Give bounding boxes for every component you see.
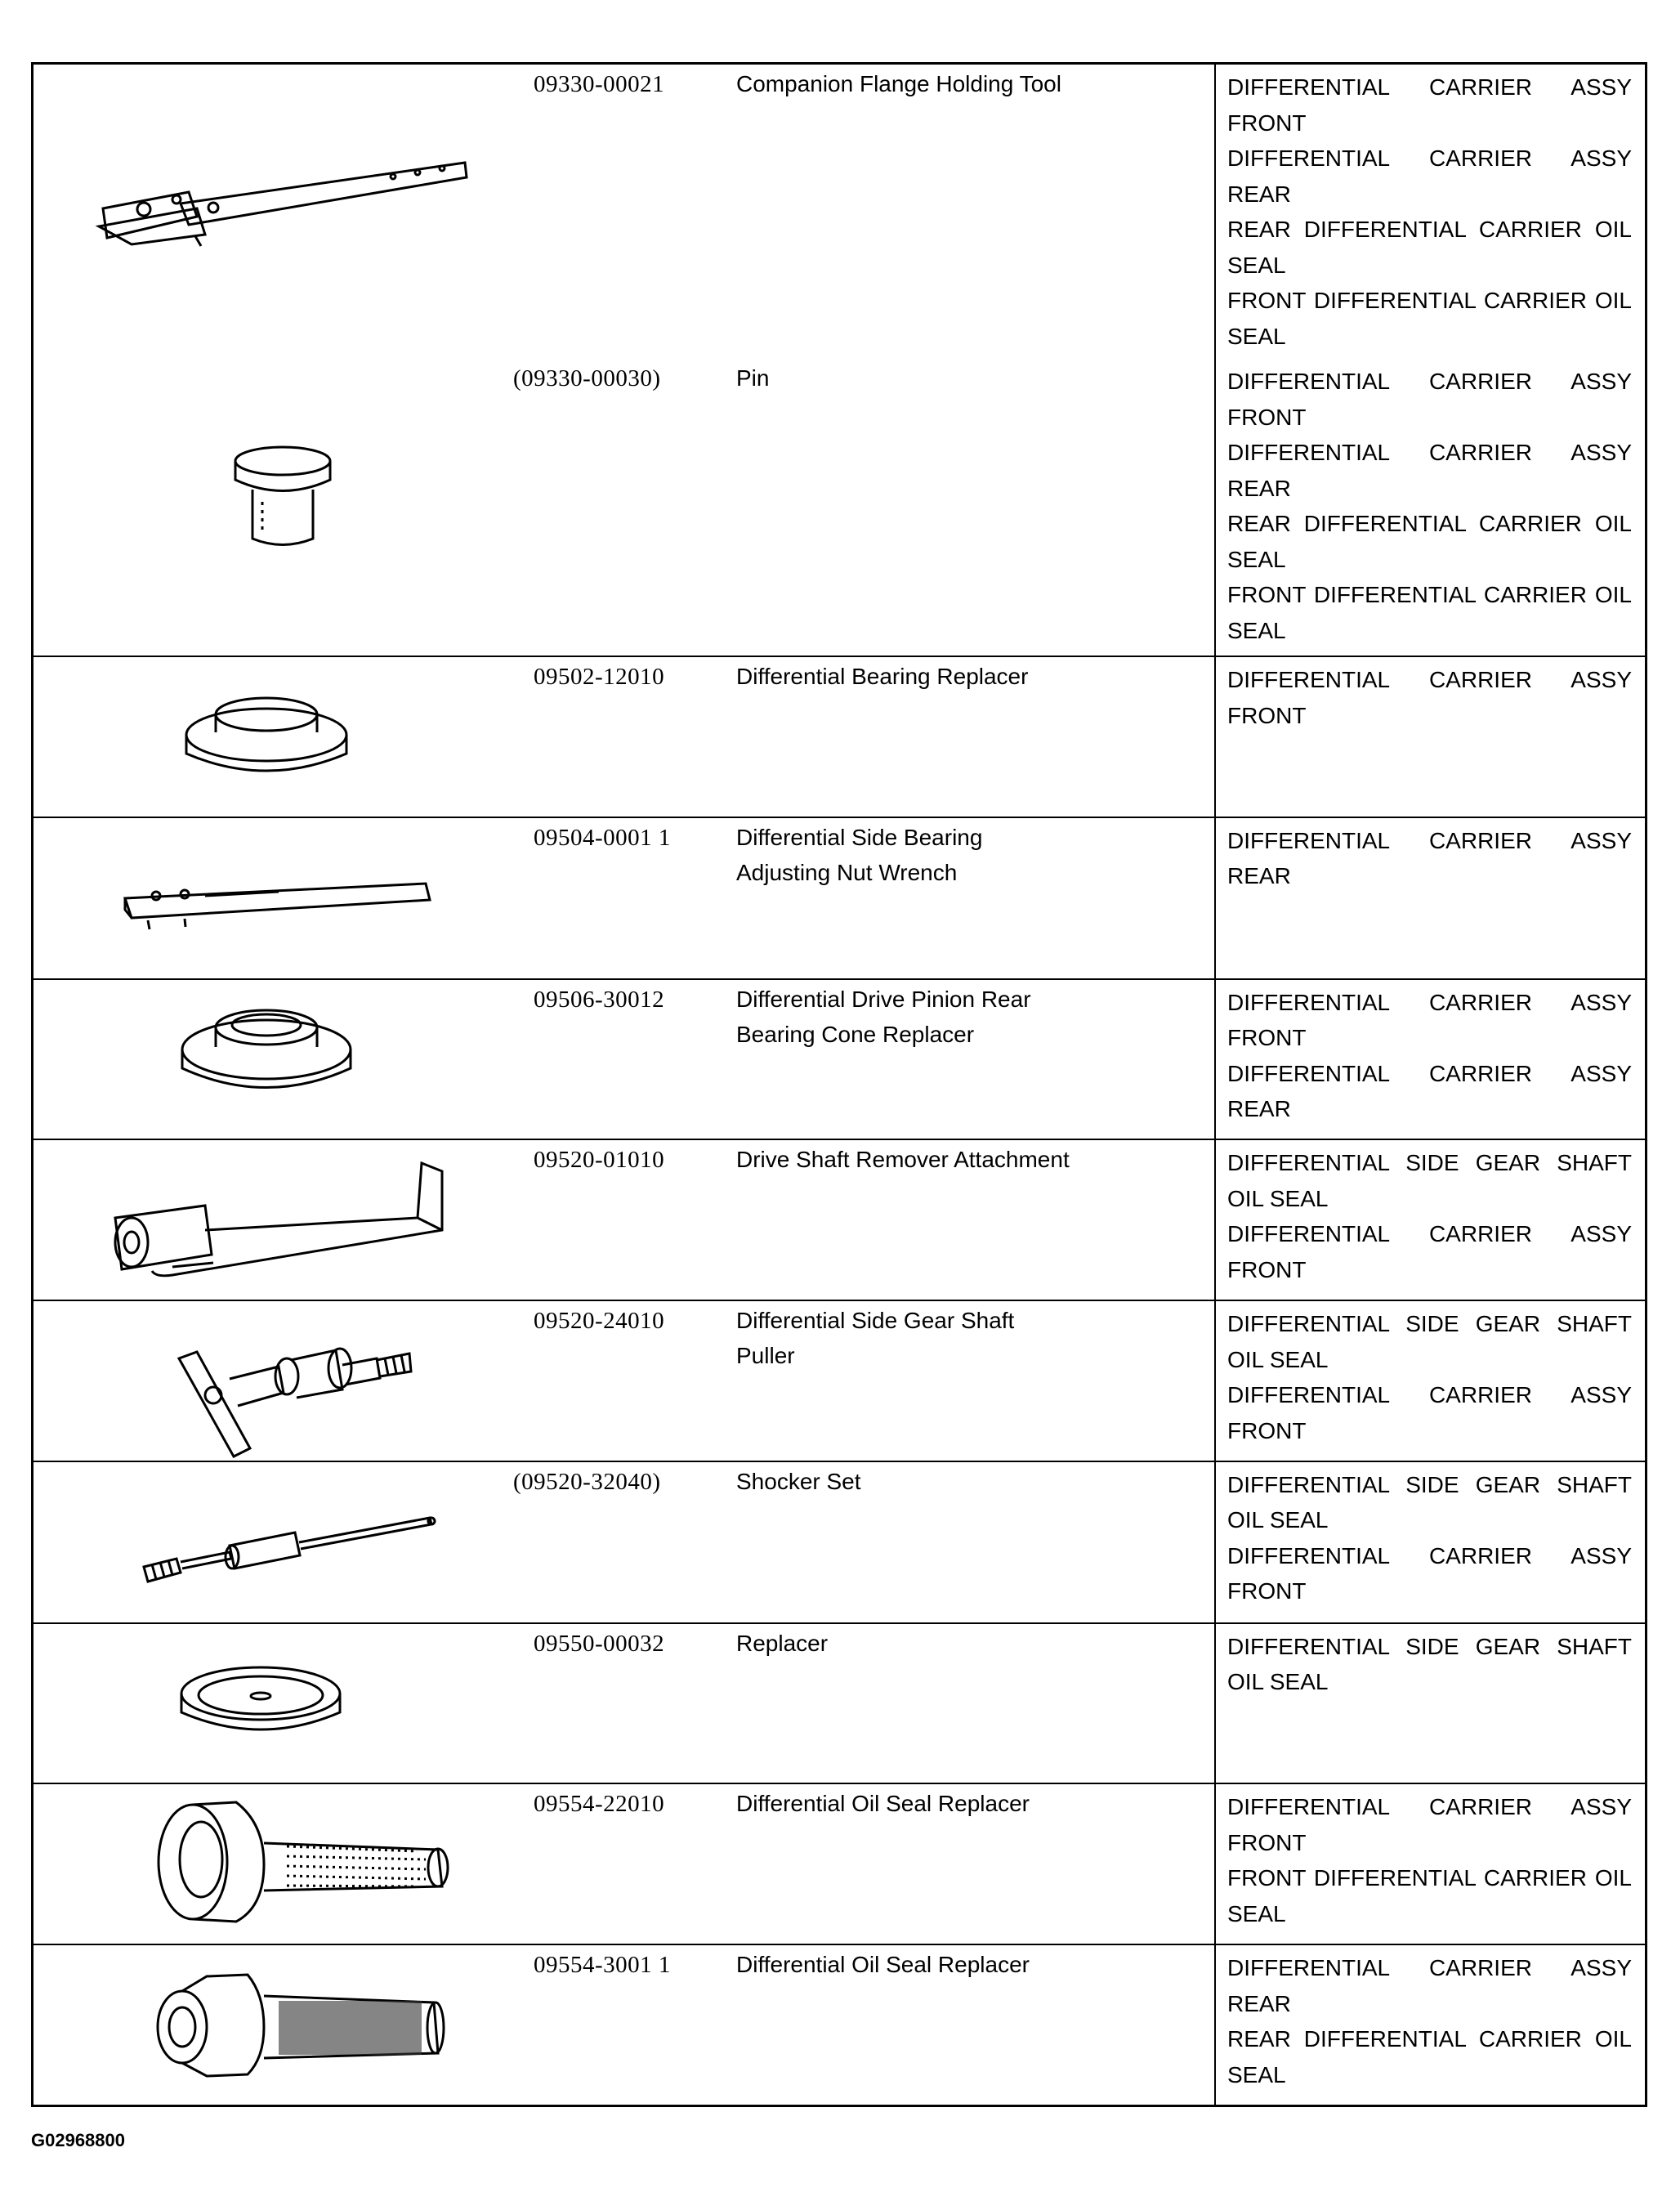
tool-description: Differential Oil Seal Replacer [736, 1952, 1030, 1978]
oil-seal-replacer-icon [34, 1784, 487, 1946]
application-cell: DIFFERENTIAL SIDE GEAR SHAFT OIL SEAL DIFFERENTIAL CARRIER ASSY FRONT [1227, 1311, 1632, 1443]
tool-info-cell [487, 1462, 1216, 1622]
application-cell: DIFFERENTIAL CARRIER ASSY FRONT DIFFERENTIAL CARRIER ASSY REAR REAR DIFFERENTIAL CARRIER OIL SEAL FRONT DIFFERENTIAL CARRIER OIL SEAL DIFFERENTIAL CARRIER ASSY FRONT DIFFERENTIAL CARRIER ASSY REAR REAR DIFFERENTIAL CARRIER OIL SEAL FRONT DIFFERENTIAL CARRIER OIL SEAL [1227, 74, 1632, 643]
tool-description: Differential Oil Seal Replacer [736, 1791, 1030, 1817]
oil-seal-replacer-icon [34, 1945, 487, 2105]
tool-info-cell [487, 1624, 1216, 1783]
tool-description: Drive Shaft Remover Attachment [736, 1147, 1070, 1173]
tool-info-cell [487, 1784, 1216, 1944]
tool-illustration-cell [34, 1140, 487, 1300]
tool-description: Companion Flange Holding Tool [736, 71, 1061, 96]
tool-description: Differential Side Bearing Adjusting Nut Wrench [736, 824, 983, 885]
table-row [34, 1300, 1645, 1461]
tool-info-cell [487, 818, 1216, 978]
part-number: 09504-0001 1 [534, 824, 671, 851]
application-cell: DIFFERENTIAL CARRIER ASSY REAR [1227, 827, 1632, 889]
part-number: 09330-00021 [534, 71, 665, 97]
tool-description: Pin [736, 365, 770, 391]
pin-icon [34, 359, 487, 656]
shaft-remover-icon [34, 1140, 487, 1302]
application-cell: DIFFERENTIAL SIDE GEAR SHAFT OIL SEAL DIFFERENTIAL CARRIER ASSY FRONT [1227, 1471, 1632, 1604]
tool-illustration-cell [34, 65, 487, 656]
nut-wrench-icon [34, 818, 487, 981]
table-row [34, 1622, 1645, 1783]
tool-description: Differential Bearing Replacer [736, 664, 1029, 689]
part-number: 09506-30012 [534, 986, 665, 1013]
table-row [34, 1944, 1645, 2105]
tool-description: Shocker Set [736, 1468, 861, 1494]
table-row [34, 978, 1645, 1139]
part-number: 09520-01010 [534, 1147, 665, 1174]
tool-illustration-cell [34, 1784, 487, 1944]
tool-info-cell [487, 1140, 1216, 1300]
table-row [34, 817, 1645, 978]
part-number: 09520-24010 [534, 1308, 665, 1335]
tool-illustration-cell [34, 818, 487, 978]
part-number: 09502-12010 [534, 664, 665, 690]
tool-info-cell [487, 980, 1216, 1139]
table-row [34, 65, 1645, 656]
application-cell: DIFFERENTIAL SIDE GEAR SHAFT OIL SEAL [1227, 1633, 1632, 1695]
shocker-set-icon [34, 1462, 487, 1625]
replacer-disc-icon [34, 1624, 487, 1786]
table-row [34, 656, 1645, 817]
tool-illustration-cell [34, 1301, 487, 1461]
tool-info-cell [487, 657, 1216, 817]
part-number: (09520-32040) [513, 1468, 661, 1495]
tool-description: Differential Side Gear Shaft Puller [736, 1308, 1015, 1369]
part-number: 09554-22010 [534, 1791, 665, 1818]
bearing-replacer-icon [34, 657, 487, 819]
shaft-puller-icon [34, 1301, 487, 1463]
part-number: 09554-3001 1 [534, 1952, 671, 1979]
part-number: 09550-00032 [534, 1630, 665, 1657]
cone-replacer-icon [34, 980, 487, 1142]
tool-illustration-cell [34, 1624, 487, 1783]
application-cell: DIFFERENTIAL CARRIER ASSY FRONT DIFFERENTIAL CARRIER ASSY REAR [1227, 989, 1632, 1122]
table-row [34, 1461, 1645, 1622]
application-cell: DIFFERENTIAL CARRIER ASSY FRONT FRONT DIFFERENTIAL CARRIER OIL SEAL [1227, 1794, 1632, 1926]
tool-description: Differential Drive Pinion Rear Bearing Cone Replacer [736, 986, 1031, 1047]
table-row [34, 1139, 1645, 1300]
tool-illustration-cell [34, 980, 487, 1139]
tool-illustration-cell [34, 1462, 487, 1622]
tool-description: Replacer [736, 1630, 829, 1656]
figure-code: G02968800 [31, 2130, 125, 2150]
application-cell: DIFFERENTIAL CARRIER ASSY REAR REAR DIFFERENTIAL CARRIER OIL SEAL [1227, 1955, 1632, 2087]
part-number: (09330-00030) [513, 365, 661, 392]
table-row [34, 1783, 1645, 1944]
tool-illustration-cell [34, 1945, 487, 2105]
tool-info-cell [487, 65, 1216, 656]
tool-info-cell [487, 1945, 1216, 2105]
tool-info-cell [487, 1301, 1216, 1461]
special-tools-table [31, 62, 1647, 2107]
application-cell: DIFFERENTIAL SIDE GEAR SHAFT OIL SEAL DIFFERENTIAL CARRIER ASSY FRONT [1227, 1150, 1632, 1282]
application-cell: DIFFERENTIAL CARRIER ASSY FRONT [1227, 667, 1632, 728]
tool-illustration-cell [34, 657, 487, 817]
